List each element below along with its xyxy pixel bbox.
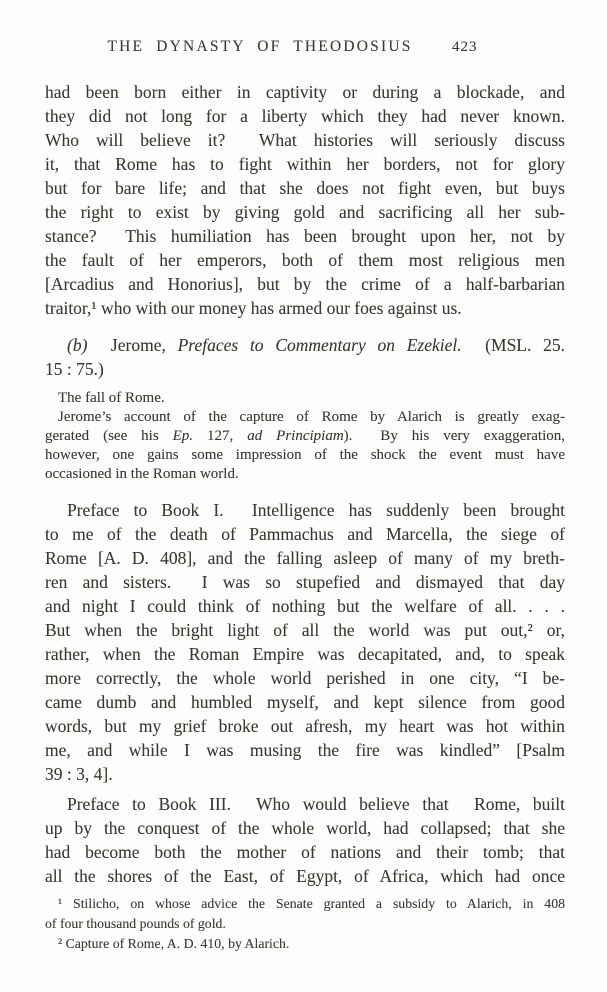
text-run: Preface to Book I. Intelligence has suddenly been brought: [67, 500, 565, 520]
text-run: The fall of Rome.: [58, 390, 165, 406]
text-line: [45, 618, 565, 642]
text-line: [45, 934, 565, 954]
text-line: [45, 176, 565, 200]
text-line: [45, 357, 565, 381]
text-line: [45, 296, 565, 320]
text-run: they did not long for a liberty which they had never known.: [45, 106, 565, 126]
text-run: ² Capture of Rome, A. D. 410, by Alarich.: [58, 936, 290, 951]
text-run: up by the conquest of the whole world, had collapsed; that she: [45, 818, 565, 838]
text-line: [45, 792, 565, 816]
text-line: [45, 522, 565, 546]
text-line: [45, 816, 565, 840]
text-line: [45, 642, 565, 666]
text-line: [45, 408, 565, 427]
text-line: [45, 690, 565, 714]
text-line: [45, 389, 565, 408]
text-run: to me of the death of Pammachus and Marcella, the siege of: [45, 524, 565, 544]
text-line: [45, 666, 565, 690]
text-run: had become both the mother of nations and their tomb; that: [45, 842, 565, 862]
text-line: [45, 894, 565, 914]
text-run: words, but my grief broke out afresh, my heart was hot within: [45, 716, 565, 736]
text-line: [45, 840, 565, 864]
footnote-1: [45, 894, 565, 934]
text-run: gerated (see his: [45, 428, 173, 444]
text-line: [45, 465, 565, 484]
text-run: ). By his very exaggeration,: [343, 428, 566, 444]
paragraph-preface-book-3: [45, 792, 565, 888]
text-run: ren and sisters. I was so stupefied and dismayed that day: [45, 572, 565, 592]
text-run: Rome [A. D. 408], and the falling asleep of many of my breth-: [45, 548, 565, 568]
text-run: 15 : 75.): [45, 359, 104, 379]
text-run: rather, when the Roman Empire was decapitated, and, to speak: [45, 644, 565, 664]
text-line: [45, 80, 565, 104]
text-line: [45, 864, 565, 888]
text-line: [45, 333, 565, 357]
text-run: stance? This humiliation has been brought upon her, not by: [45, 226, 565, 246]
text-line: [45, 128, 565, 152]
text-run: occasioned in the Roman world.: [45, 466, 239, 482]
text-line: [45, 224, 565, 248]
text-run: the fault of her emperors, both of them most religious men: [45, 250, 565, 270]
text-line: [45, 248, 565, 272]
text-line: [45, 104, 565, 128]
text-run: But when the bright light of all the world was put out,² or,: [45, 620, 565, 640]
text-line: [45, 714, 565, 738]
text-run: came dumb and humbled myself, and kept silence from good: [45, 692, 565, 712]
text-run: Who will believe it? What histories will seriously discuss: [45, 130, 565, 150]
text-run: it, that Rome has to fight within her borders, not for glory: [45, 154, 565, 174]
running-title: THE DYNASTY OF THEODOSIUS: [107, 38, 413, 55]
text-run: Jerome’s account of the capture of Rome by Alarich is greatly exag-: [58, 409, 565, 425]
text-run: 127,: [193, 428, 248, 444]
text-run: more correctly, the whole world perished in one city, “I be-: [45, 668, 565, 688]
paragraph-continued-from-previous-page: [45, 80, 565, 320]
text-run: Preface to Book III. Who would believe that Rome, built: [67, 794, 565, 814]
text-run: the right to exist by giving gold and sacrificing all her sub-: [45, 202, 565, 222]
text-run: [Arcadius and Honorius], but by the crime of a half-barbarian: [45, 274, 565, 294]
text-line: [45, 272, 565, 296]
text-run: but for bare life; and that she does not fight even, but buys: [45, 178, 565, 198]
text-line: [45, 200, 565, 224]
text-line: [45, 594, 565, 618]
text-run: and night I could think of nothing but the welfare of all. . . .: [45, 596, 565, 616]
text-run: (MSL. 25.: [461, 335, 565, 355]
text-line: [45, 152, 565, 176]
text-run: however, one gains some impression of the shock the event must have: [45, 447, 565, 463]
text-line: [45, 427, 565, 446]
text-run: all the shores of the East, of Egypt, of Africa, which had once: [45, 866, 565, 886]
page-number: 423: [452, 39, 478, 55]
citation-heading: [45, 333, 565, 381]
text-line: [45, 762, 565, 786]
italic-text: Prefaces to Commentary on Ezekiel.: [177, 335, 462, 355]
page-header: [0, 38, 607, 62]
text-line: [45, 498, 565, 522]
italic-text: ad Principiam: [247, 428, 344, 444]
text-line: [45, 446, 565, 465]
footnote-2: [45, 934, 565, 954]
text-line: [45, 546, 565, 570]
text-line: [45, 914, 565, 934]
editor-note-body: [45, 408, 565, 484]
italic-text: (b): [67, 335, 88, 355]
text-run: traitor,¹ who with our money has armed our foes against us.: [45, 298, 462, 318]
editor-note-title: [45, 389, 565, 408]
text-run: Jerome,: [87, 335, 178, 355]
text-run: had been born either in captivity or during a blockade, and: [45, 82, 565, 102]
text-run: me, and while I was musing the fire was kindled” [Psalm: [45, 740, 565, 760]
text-run: of four thousand pounds of gold.: [45, 916, 226, 931]
paragraph-preface-book-1: [45, 498, 565, 786]
italic-text: Ep.: [172, 428, 194, 444]
text-run: ¹ Stilicho, on whose advice the Senate granted a subsidy to Alarich, in 408: [58, 896, 565, 911]
text-line: [45, 738, 565, 762]
text-run: 39 : 3, 4].: [45, 764, 113, 784]
text-line: [45, 570, 565, 594]
